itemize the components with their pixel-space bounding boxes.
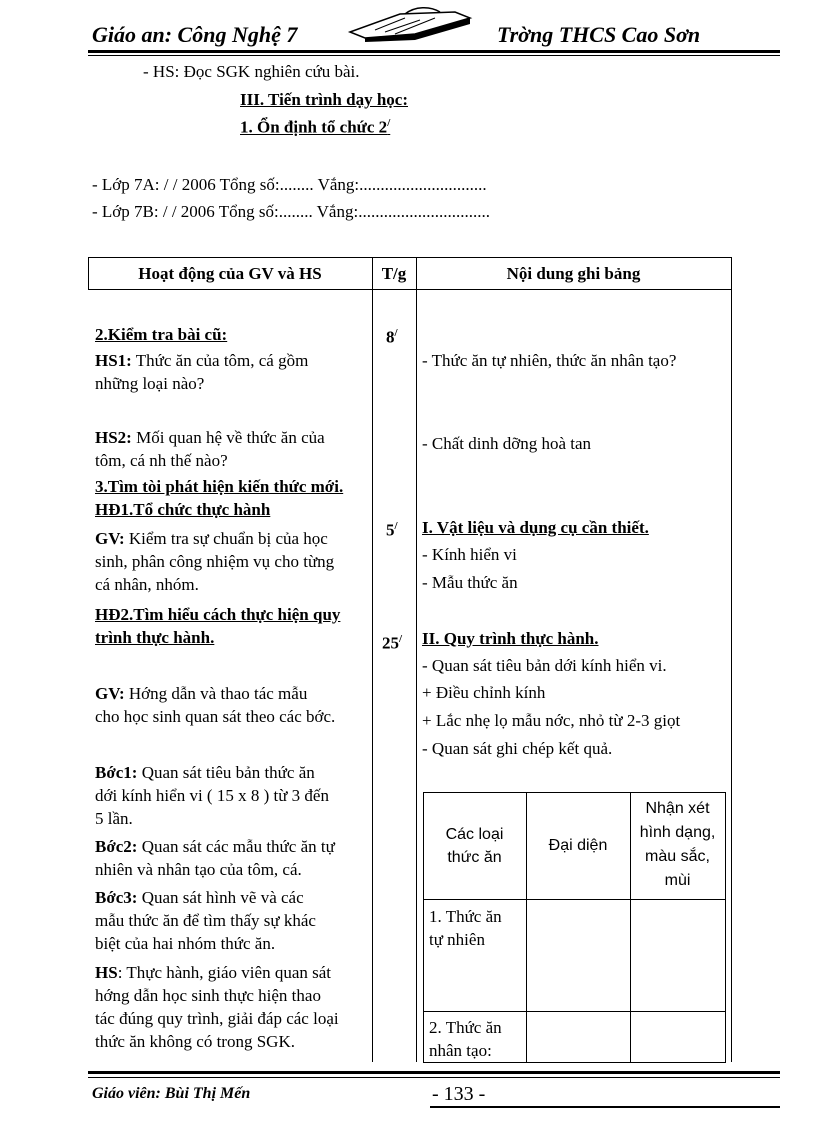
col-header-activity: Hoạt động của GV và HS xyxy=(138,264,322,283)
class-7a-line: - Lớp 7A: / / 2006 Tổng số:........ Vắng:.............................. xyxy=(92,175,487,194)
gv1-text: GV: Kiểm tra sự chuẩn bị của học sinh, phân công nhiệm vụ cho từng cá nhân, nhóm. xyxy=(95,529,335,594)
header-rule xyxy=(88,50,780,53)
step3-text: Bớc3: Quan sát hình vẽ và các mẫu thức ăn để tìm thấy sự khác biệt của hai nhóm thức ăn. xyxy=(95,888,316,953)
time-hd2: 25/ xyxy=(382,633,403,653)
footer-rule-thin xyxy=(88,1077,780,1078)
hs-prep-line: - HS: Đọc SGK nghiên cứu bài. xyxy=(143,62,360,81)
item-title: 1. Ổn định tổ chức 2/ xyxy=(240,117,391,137)
results-header-remarks: Nhận xét hình dạng, màu sắc, mùi xyxy=(639,800,716,889)
step2-text: Bớc2: Quan sát các mẫu thức ăn tự nhiên và nhân tạo của tôm, cá. xyxy=(95,837,335,879)
material-microscope: - Kính hiển vi xyxy=(422,545,517,564)
class-7b-line: - Lớp 7B: / / 2006 Tổng số:........ Vắng:............................... xyxy=(92,202,490,221)
materials-title: I. Vật liệu và dụng cụ cần thiết. xyxy=(422,518,649,537)
hs1-question: HS1: Thức ăn của tôm, cá gồm những loại nào? xyxy=(95,351,309,393)
gv2-text: GV: Hớng dẫn và thao tác mẫu cho học sinh quan sát theo các bớc. xyxy=(95,684,336,726)
procedure-step-a: - Quan sát tiêu bản dới kính hiển vi. xyxy=(422,656,667,675)
procedure-step-b: + Điều chỉnh kính xyxy=(422,683,546,702)
results-row-artificial: 2. Thức ăn nhân tạo: xyxy=(429,1018,502,1060)
hd2-title: HĐ2.Tìm hiểu cách thực hiện quy trình thực hành. xyxy=(95,605,341,647)
material-sample: - Mẫu thức ăn xyxy=(422,573,518,592)
section-title: III. Tiến trình dạy học: xyxy=(240,90,408,109)
footer-underline xyxy=(430,1106,780,1108)
hd1-title: HĐ1.Tổ chức thực hành xyxy=(95,500,271,519)
header-right-title: Trờng THCS Cao Sơn xyxy=(497,22,701,47)
col-header-content: Nội dung ghi bảng xyxy=(506,264,641,283)
step1-text: Bớc1: Quan sát tiêu bản thức ăn dới kính hiển vi ( 15 x 8 ) từ 3 đến 5 lần. xyxy=(95,763,329,828)
procedure-title: II. Quy trình thực hành. xyxy=(422,629,599,648)
time-kiemtra: 8/ xyxy=(386,327,398,347)
procedure-step-c: + Lắc nhẹ lọ mẫu nớc, nhỏ từ 2-3 giọt xyxy=(422,711,681,730)
teacher-name: Giáo viên: Bùi Thị Mến xyxy=(92,1085,251,1102)
results-header-sample: Đại diện xyxy=(548,837,608,854)
procedure-step-d: - Quan sát ghi chép kết quả. xyxy=(422,739,613,758)
page-number: - 133 - xyxy=(432,1083,486,1105)
footer-rule xyxy=(88,1071,780,1074)
results-row-natural: 1. Thức ăn tự nhiên xyxy=(429,907,502,949)
answer-q2: - Chất dinh dỡng hoà tan xyxy=(422,434,592,453)
time-hd1: 5/ xyxy=(386,520,398,540)
new-knowledge-title: 3.Tìm tòi phát hiện kiến thức mới. xyxy=(95,477,344,496)
old-lesson-check: 2.Kiểm tra bài cũ: xyxy=(95,325,228,344)
header-left-title: Giáo an: Công Nghệ 7 xyxy=(92,22,298,47)
hs2-question: HS2: Mối quan hệ về thức ăn của tôm, cá nh thế nào? xyxy=(95,428,325,470)
col-header-time: T/g xyxy=(381,264,407,283)
results-header-type: Các loại thức ăn xyxy=(445,826,504,866)
hs-practice-text: HS: Thực hành, giáo viên quan sát hớng dẫn học sinh thực hiện thao tác đúng quy trình, giải đáp các loại thức ăn không có trong SGK. xyxy=(95,963,339,1051)
header-rule-thin xyxy=(88,55,780,56)
answer-q1: - Thức ăn tự nhiên, thức ăn nhân tạo? xyxy=(422,351,677,370)
book-logo-icon xyxy=(345,4,475,44)
